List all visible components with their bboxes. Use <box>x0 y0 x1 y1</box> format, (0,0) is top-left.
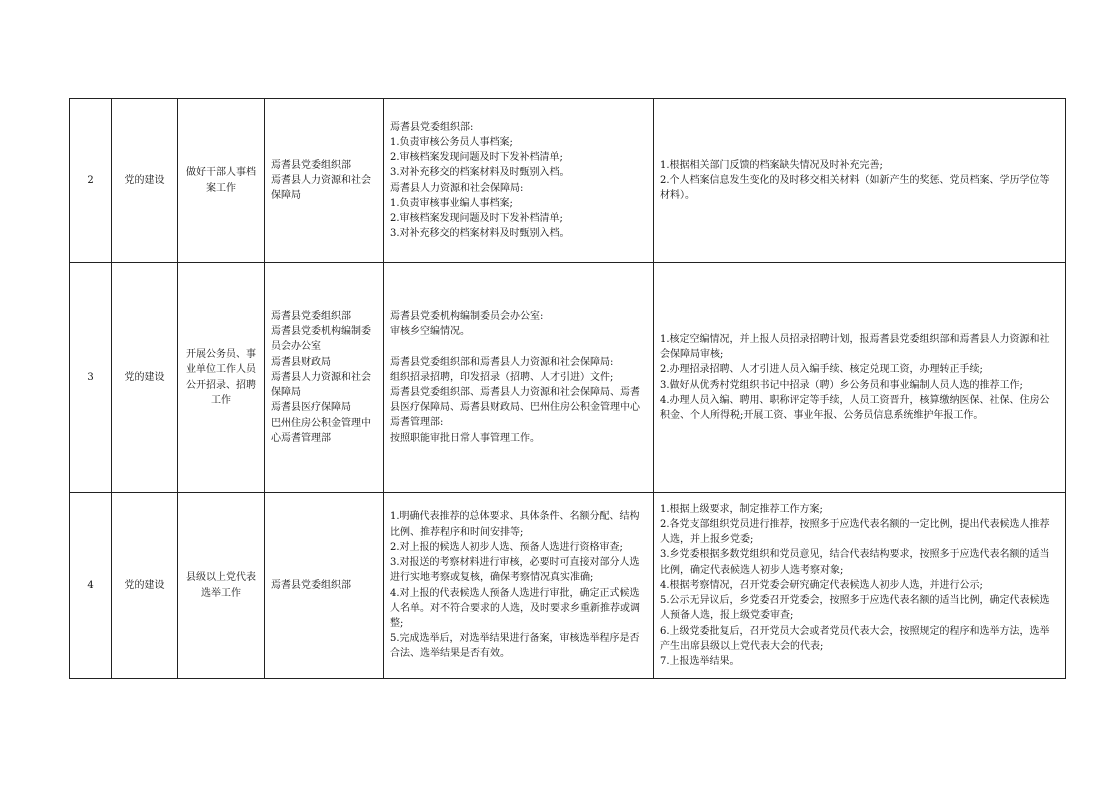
category-cell: 党的建设 <box>112 99 178 263</box>
category-cell: 党的建设 <box>112 493 178 679</box>
duty-line: 4.对上报的代表候选人预备人选进行审批，确定正式候选人名单。对不符合要求的人选，及时要求乡重新推荐或调整; <box>390 587 640 629</box>
department-line: 焉耆县医疗保障局 <box>271 402 351 414</box>
department-line: 焉耆县人力资源和社会保障局 <box>271 371 371 399</box>
row-number-cell: 2 <box>70 99 112 263</box>
duty-line: 3.对补充移交的档案材料及时甄别入档。 <box>390 228 570 240</box>
department-line: 焉耆县党委组织部 <box>271 159 351 171</box>
department-line: 焉耆县党委组织部 <box>271 579 351 591</box>
item-cell: 开展公务员、事业单位工作人员公开招录、招聘工作 <box>178 263 265 493</box>
category-cell: 党的建设 <box>112 263 178 493</box>
item-cell: 做好干部人事档案工作 <box>178 99 265 263</box>
department-line: 焉耆县财政局 <box>271 356 331 368</box>
duty-line: 2.对上报的候选人初步人选、预备人选进行资格审查; <box>390 541 623 553</box>
duty-line: 焉耆县人力资源和社会保障局: <box>390 182 524 194</box>
duty-cell <box>384 493 654 679</box>
duty-line: 按照职能审批日常人事管理工作。 <box>390 432 540 444</box>
requirement-line: 4.根据考察情况，召开党委会研究确定代表候选人初步人选，并进行公示; <box>660 579 983 591</box>
item-cell: 县级以上党代表选举工作 <box>178 493 265 679</box>
requirement-line: 4.办理人员入编、聘用、职称评定等手续，人员工资晋升，核算缴纳医保、社保、住房公积金、个人所得税;开展工资、事业年报、公务员信息系统维护年报工作。 <box>660 394 1050 421</box>
requirement-cell <box>654 263 1066 493</box>
duty-line: 组织招录招聘，印发招录（招聘、人才引进）文件; <box>390 371 614 383</box>
duty-line: 3.对报送的考察材料进行审核，必要时可直接对部分人选进行实地考察或复核，确保考察情况真实准确; <box>390 557 640 584</box>
duty-line: 2.审核档案发现问题及时下发补档清单; <box>390 212 563 224</box>
requirement-line: 5.公示无异议后，乡党委召开党委会，按照多于应选代表名额的适当比例，确定代表候选人预备人选，报上级党委审查; <box>660 595 1050 622</box>
row-number-cell: 3 <box>70 263 112 493</box>
department-line: 巴州住房公积金管理中心焉耆管理部 <box>271 417 371 444</box>
table-row <box>70 493 1066 679</box>
duty-line: 5.完成选举后，对选举结果进行备案，审核选举程序是否合法、选举结果是否有效。 <box>390 633 640 660</box>
requirement-line: 3.做好从优秀村党组织书记中招录（聘）乡公务员和事业编制人员人选的推荐工作; <box>660 379 1023 391</box>
requirement-line: 3.乡党委根据多数党组织和党员意见，结合代表结构要求，按照多于应选代表名额的适当比例，确定代表候选人初步人选考察对象; <box>660 549 1050 576</box>
duty-line: 焉耆县党委组织部、焉耆县人力资源和社会保障局、焉耆县医疗保障局、焉耆县财政局、巴州住房公积金管理中心焉耆管理部: <box>390 387 640 429</box>
table-row <box>70 263 1066 493</box>
duty-line: 焉耆县党委组织部: <box>390 121 474 133</box>
requirement-line: 7.上报选举结果。 <box>660 655 740 667</box>
requirement-line: 1.根据相关部门反馈的档案缺失情况及时补充完善; <box>660 159 883 171</box>
duty-line: 1.负责审核事业编人事档案; <box>390 197 513 209</box>
department-line: 焉耆县人力资源和社会保障局 <box>271 174 371 202</box>
duty-line: 审核乡空编情况。 <box>390 326 470 338</box>
requirement-line: 2.各党支部组织党员进行推荐，按照多于应选代表名额的一定比例，提出代表候选人推荐人选，并上报乡党委; <box>660 519 1050 546</box>
requirement-line: 2.个人档案信息发生变化的及时移交相关材料（如新产生的奖惩、党员档案、学历学位等材料）。 <box>660 174 1050 202</box>
duty-line: 焉耆县党委机构编制委员会办公室: <box>390 311 544 323</box>
duty-line: 3.对补充移交的档案材料及时甄别入档。 <box>390 167 570 179</box>
requirement-line: 2.办理招录招聘、人才引进人员入编手续、核定兑现工资，办理转正手续; <box>660 364 983 376</box>
duty-line: 1.负责审核公务员人事档案; <box>390 136 513 148</box>
table-row <box>70 99 1066 263</box>
duty-line: 2.审核档案发现问题及时下发补档清单; <box>390 152 563 164</box>
department-line: 焉耆县党委机构编制委员会办公室 <box>271 326 371 353</box>
requirement-cell <box>654 99 1066 263</box>
department-cell <box>265 493 384 679</box>
duty-line: 1.明确代表推荐的总体要求、具体条件、名额分配、结构比例、推荐程序和时间安排等; <box>390 511 640 538</box>
requirement-line: 1.根据上级要求，制定推荐工作方案; <box>660 503 823 515</box>
duty-cell <box>384 263 654 493</box>
requirement-line: 6.上级党委批复后，召开党员大会或者党员代表大会，按照规定的程序和选举方法，选举产生出席县级以上党代表大会的代表; <box>660 625 1050 652</box>
department-cell <box>265 263 384 493</box>
department-cell <box>265 99 384 263</box>
requirement-cell <box>654 493 1066 679</box>
paragraph-gap <box>390 340 647 355</box>
requirement-line: 1.核定空编情况，并上报人员招录招聘计划，报焉耆县党委组织部和焉耆县人力资源和社会保障局审核; <box>660 333 1050 361</box>
duty-line: 焉耆县党委组织部和焉耆县人力资源和社会保障局: <box>390 356 614 368</box>
row-number-cell: 4 <box>70 493 112 679</box>
department-line: 焉耆县党委组织部 <box>271 311 351 323</box>
duty-table <box>69 98 1066 679</box>
duty-cell <box>384 99 654 263</box>
